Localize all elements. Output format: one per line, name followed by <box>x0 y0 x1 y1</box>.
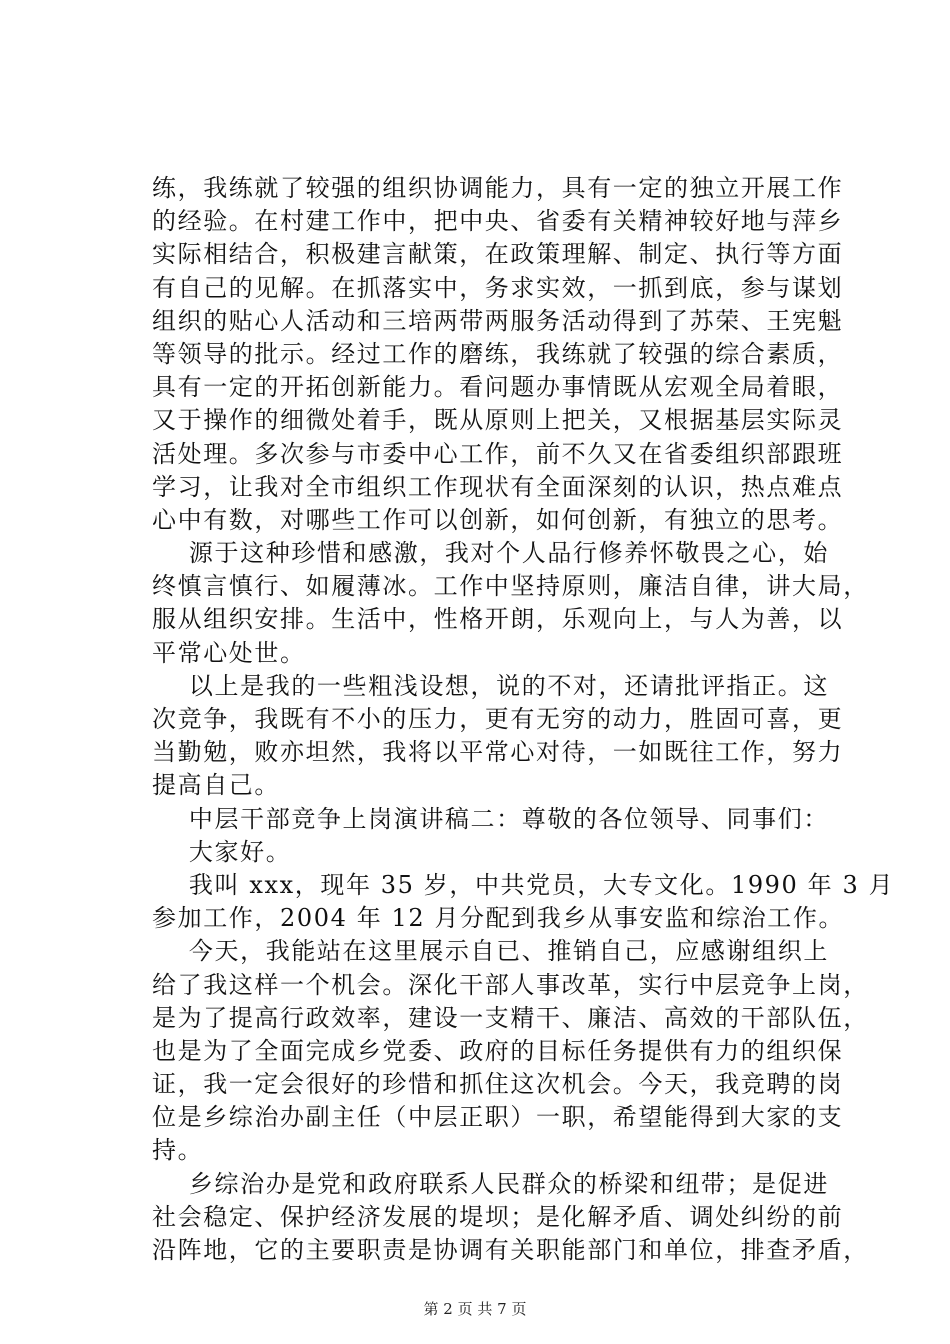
text-line: 今天，我能站在这里展示自已、推销自己，应感谢组织上 <box>152 937 829 966</box>
text-line: 以上是我的一些粗浅设想，说的不对，还请批评指正。这 <box>152 671 829 700</box>
text-line: 有自己的见解。在抓落实中，务求实效，一抓到底，参与谋划 <box>152 273 844 302</box>
text-line: 活处理。多次参与市委中心工作，前不久又在省委组织部跟班 <box>152 439 844 468</box>
text-line: 参加工作，2004 年 12 月分配到我乡从事安监和综治工作。 <box>152 904 845 933</box>
text-line: 我叫 xxx，现年 35 岁，中共党员，大专文化。1990 年 3 月 <box>152 870 895 899</box>
text-line: 当勤勉，败亦坦然，我将以平常心对待，一如既往工作，努力 <box>152 738 844 767</box>
text-line: 等领导的批示。经过工作的磨练，我练就了较强的综合素质， <box>152 339 844 368</box>
text-line: 持。 <box>152 1136 204 1165</box>
text-line: 心中有数，对哪些工作可以创新，如何创新，有独立的思考。 <box>152 505 844 534</box>
text-line: 源于这种珍惜和感激，我对个人品行修养怀敬畏之心，始 <box>152 539 829 568</box>
text-line: 也是为了全面完成乡党委、政府的目标任务提供有力的组织保 <box>152 1036 844 1065</box>
text-line: 服从组织安排。生活中，性格开朗，乐观向上，与人为善，以 <box>152 605 844 634</box>
text-line: 终慎言慎行、如履薄冰。工作中坚持原则，廉洁自律，讲大局， <box>152 572 869 601</box>
text-line: 是为了提高行政效率，建设一支精干、廉洁、高效的干部队伍， <box>152 1003 869 1032</box>
text-line: 证，我一定会很好的珍惜和抓住这次机会。今天，我竞聘的岗 <box>152 1070 844 1099</box>
text-line: 实际相结合，积极建言献策，在政策理解、制定、执行等方面 <box>152 240 844 269</box>
document-body <box>152 172 895 1267</box>
text-line: 沿阵地，它的主要职责是协调有关职能部门和单位，排查矛盾， <box>152 1236 869 1264</box>
text-line: 学习，让我对全市组织工作现状有全面深刻的认识，热点难点 <box>152 472 844 501</box>
text-line: 大家好。 <box>152 837 292 866</box>
page-footer: 第 2 页 共 7 页 <box>423 1300 527 1318</box>
text-line: 中层干部竞争上岗演讲稿二：尊敬的各位领导、同事们： <box>152 804 829 833</box>
text-line: 提高自己。 <box>152 771 280 800</box>
text-line: 社会稳定、保护经济发展的堤坝；是化解矛盾、调处纠纷的前 <box>152 1202 844 1231</box>
text-line: 组织的贴心人活动和三培两带两服务活动得到了苏荣、王宪魁 <box>152 306 844 335</box>
text-line: 位是乡综治办副主任（中层正职）一职，希望能得到大家的支 <box>152 1103 844 1132</box>
text-line: 乡综治办是党和政府联系人民群众的桥梁和纽带；是促进 <box>152 1169 829 1198</box>
text-line: 的经验。在村建工作中，把中央、省委有关精神较好地与萍乡 <box>152 207 844 236</box>
text-line: 次竞争，我既有不小的压力，更有无穷的动力，胜固可喜，更 <box>152 705 844 733</box>
text-line: 练，我练就了较强的组织协调能力，具有一定的独立开展工作 <box>152 174 844 202</box>
text-line: 给了我这样一个机会。深化干部人事改革，实行中层竞争上岗， <box>152 970 869 999</box>
text-line: 平常心处世。 <box>152 638 306 667</box>
text-line: 具有一定的开拓创新能力。看问题办事情既从宏观全局着眼， <box>152 373 844 402</box>
text-line: 又于操作的细微处着手，既从原则上把关，又根据基层实际灵 <box>152 406 844 435</box>
